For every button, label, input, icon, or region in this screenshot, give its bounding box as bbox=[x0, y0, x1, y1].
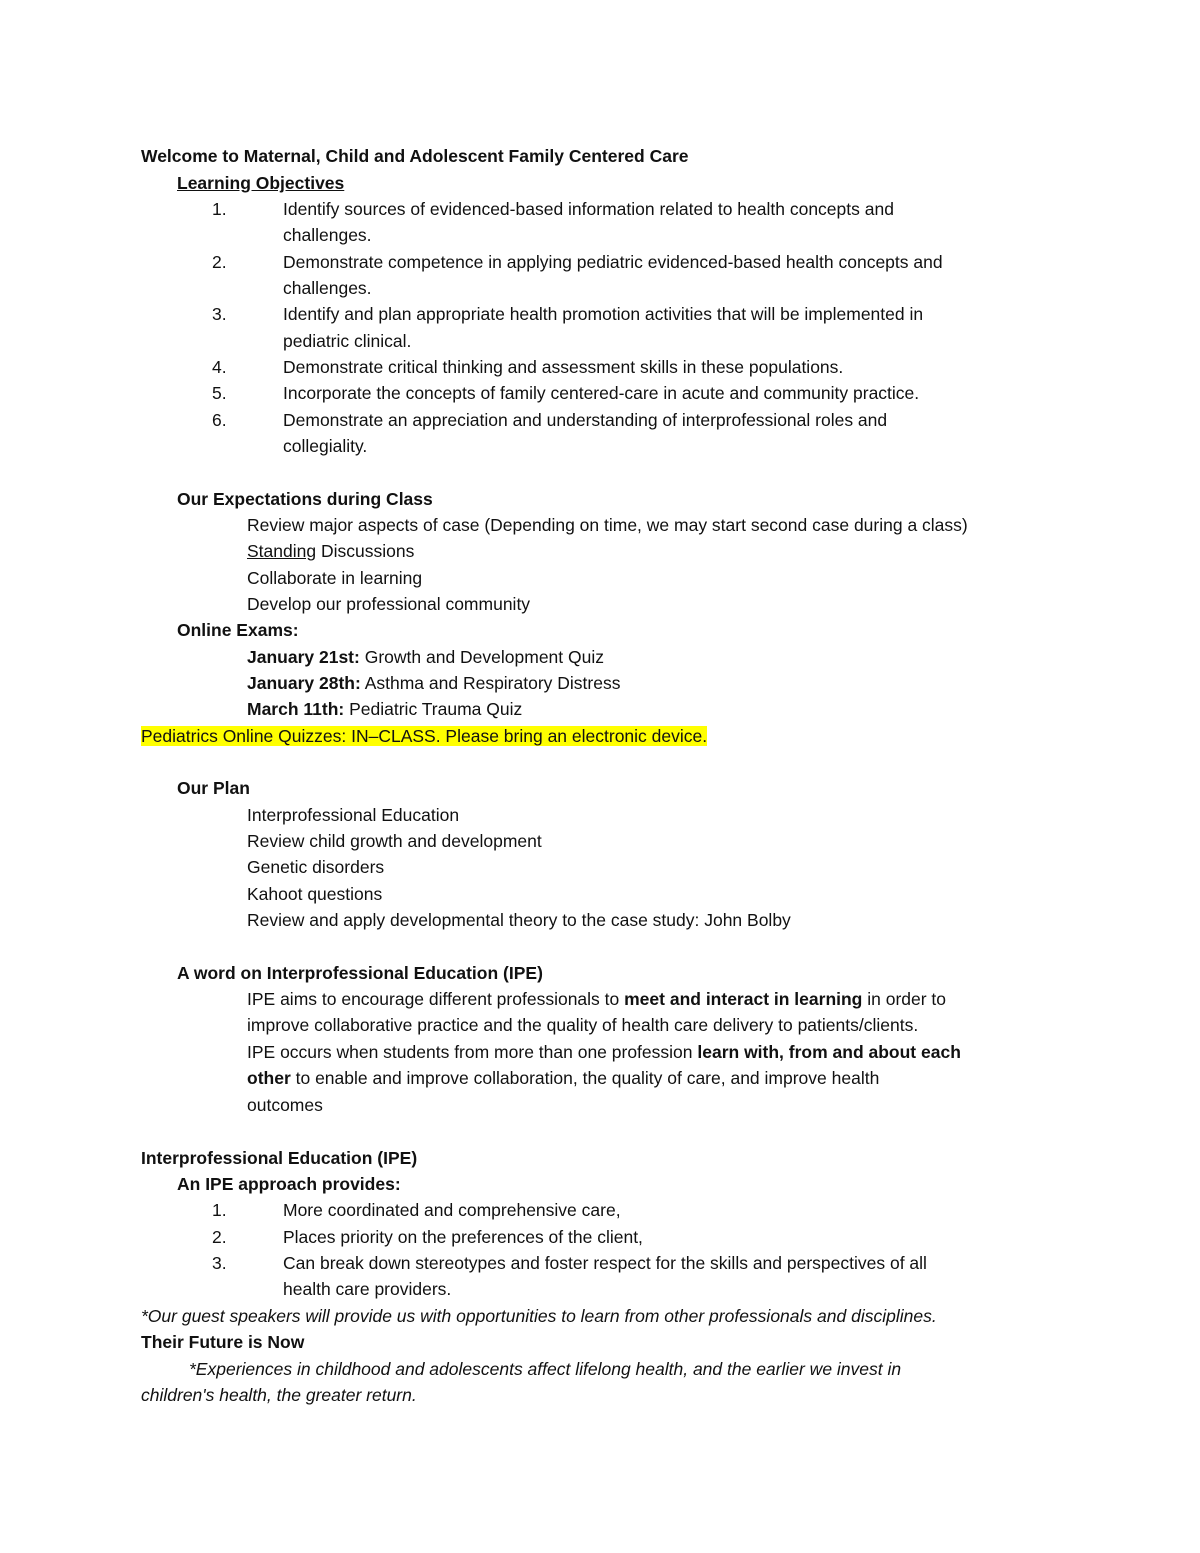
guest-speakers-note: *Our guest speakers will provide us with opportunities to learn from other professionals and disciplines. bbox=[141, 1306, 937, 1326]
highlighted-quiz-note: Pediatrics Online Quizzes: IN–CLASS. Please bring an electronic device. bbox=[141, 726, 708, 746]
future-text-line: *Experiences in childhood and adolescents affect lifelong health, and the earlier we invest in bbox=[189, 1359, 902, 1379]
ipe-bullet-continuation: outcomes bbox=[247, 1095, 323, 1115]
objective-item-continuation: pediatric clinical. bbox=[283, 331, 412, 351]
objective-item-continuation: challenges. bbox=[283, 225, 372, 245]
ipe-bullet-continuation: improve collaborative practice and the quality of health care delivery to patients/clients. bbox=[247, 1015, 919, 1035]
future-text-line: children's health, the greater return. bbox=[141, 1385, 417, 1405]
ipe-section-heading: Interprofessional Education (IPE) bbox=[141, 1148, 418, 1168]
objective-item-continuation: challenges. bbox=[283, 278, 372, 298]
ipe-word-heading: A word on Interprofessional Education (IPE) bbox=[177, 963, 543, 983]
future-heading: Their Future is Now bbox=[141, 1332, 305, 1352]
expectations-heading: Our Expectations during Class bbox=[177, 489, 433, 509]
document-title: Welcome to Maternal, Child and Adolescent Family Centered Care bbox=[141, 146, 689, 166]
ipe-approach-item-continuation: health care providers. bbox=[283, 1279, 452, 1299]
online-exams-heading: Online Exams: bbox=[177, 620, 299, 640]
ipe-bullet-continuation: other to enable and improve collaboration, the quality of care, and improve health bbox=[247, 1068, 880, 1088]
our-plan-heading: Our Plan bbox=[177, 778, 250, 798]
learning-objectives-heading: Learning Objectives bbox=[177, 173, 345, 193]
objective-item-continuation: collegiality. bbox=[283, 436, 368, 456]
ipe-approach-subheading: An IPE approach provides: bbox=[177, 1174, 401, 1194]
